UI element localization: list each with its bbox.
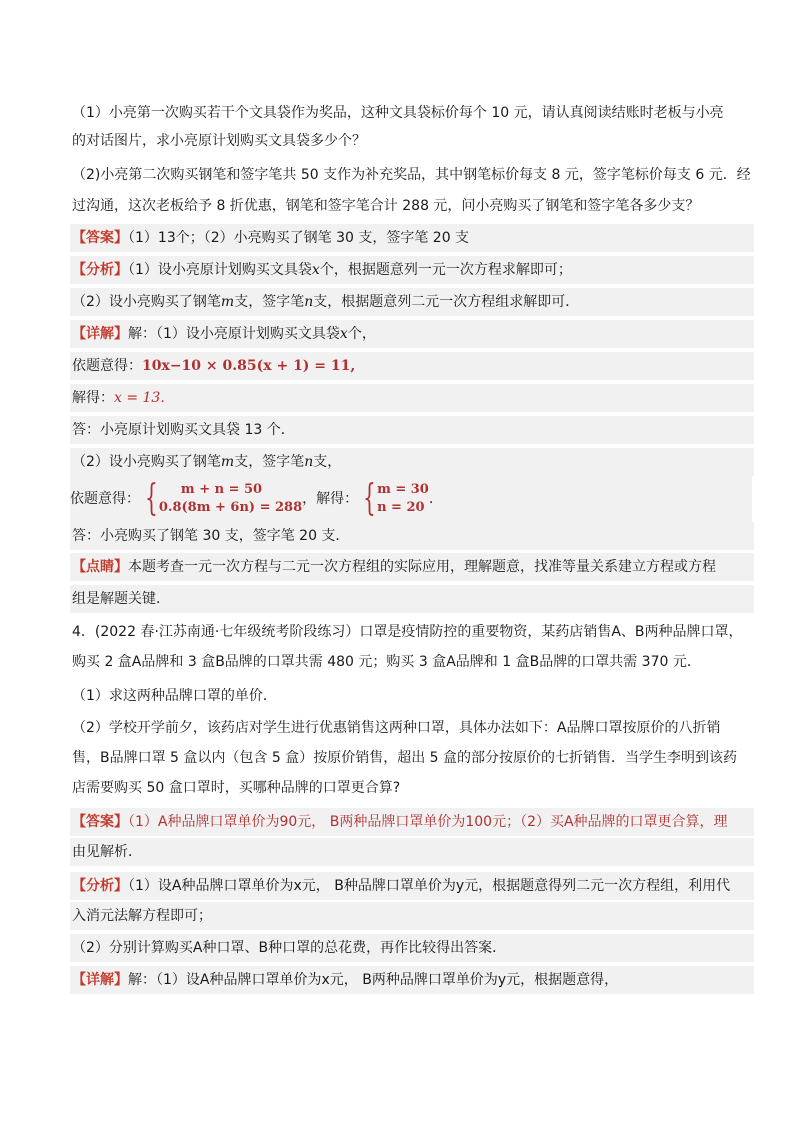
brace: { [145, 478, 158, 519]
detail-tag: 【详解】 [72, 972, 128, 988]
comment-line: 组是解题关键． [70, 585, 754, 613]
answer-line [70, 224, 754, 252]
equation: 10x−10 × 0.85(x + 1) = 11, [142, 358, 356, 374]
comment-line: 【点睛】本题考查一元一次方程与二元一次方程组的实际应用，理解题意，找准等量关系建立方程或方程 [70, 553, 754, 581]
answer-line [70, 808, 754, 836]
detail-line: 【详解】解：（1）设A种品牌口罩单价为x元， B两种品牌口罩单价为y元，根据题意得， [70, 966, 754, 994]
question-line: （1）小亮第一次购买若干个文具袋作为奖品，这种文具袋标价每个 10 元，请认真阅读结账时老板与小亮 [72, 105, 724, 121]
detail-line: （2）设小亮购买了钢笔m支，签字笔n支， [70, 448, 754, 476]
analysis-line: 【分析】（1）设A种品牌口罩单价为x元， B种品牌口罩单价为y元，根据题意得列二元一次方程组，利用代 [70, 872, 754, 900]
question-line: 过沟通，这次老板给予 8 折优惠，钢笔和签字笔合计 288 元，问小亮购买了钢笔和签字笔各多少支？ [72, 198, 700, 214]
analysis-line: （2）设小亮购买了钢笔m支，签字笔n支，根据题意列二元一次方程组求解即可． [70, 288, 754, 316]
analysis-tag: 【分析】 [72, 878, 128, 894]
equation-system: m + n = 50 0.8(8m + 6n) = 288 [158, 482, 303, 515]
question-line: 的对话图片，求小亮原计划购买文具袋多少个？ [72, 133, 366, 149]
solution-system: m = 30 n = 20 [377, 482, 429, 515]
question-line: （2）学校开学前夕，该药店对学生进行优惠销售这两种口罩，具体办法如下：A品牌口罩按原价的八折销 [72, 720, 721, 736]
question-line: 店需要购买 50 盒口罩时，买哪种品牌的口罩更合算? [72, 780, 401, 796]
question-line: （1）求这两种品牌口罩的单价． [72, 688, 277, 704]
question-line: （2)小亮第二次购买钢笔和签字笔共 50 支作为补充奖品，其中钢笔标价每支 8 元，签字笔标价每支 6 元．经 [72, 167, 751, 183]
answer-text: （1）A种品牌口罩单价为90元， B两种品牌口罩单价为100元；（2）买A种品牌的口罩更合算，理 [128, 814, 728, 830]
answer-sentence: 答：小亮原计划购买文具袋 13 个． [70, 416, 754, 444]
detail-tag: 【详解】 [72, 326, 128, 342]
comment-tag: 【点睛】 [72, 559, 128, 575]
analysis-line: 入消元法解方程即可； [70, 902, 754, 930]
brace: { [363, 478, 376, 519]
solution: x = 13. [114, 390, 165, 406]
answer-tag: 【答案】 [72, 814, 128, 830]
detail-line: 【详解】解：（1）设小亮原计划购买文具袋x个， [70, 320, 754, 348]
analysis-line: （2）分别计算购买A种口罩、B种口罩的总花费，再作比较得出答案． [70, 934, 754, 962]
equation-system-line: 依题意得： { m + n = 50 0.8(8m + 6n) = 288 ，解得： { m = 30 n = 20 . [70, 476, 752, 522]
analysis-line: 【分析】（1）设小亮原计划购买文具袋x个，根据题意列一元一次方程求解即可； [70, 256, 754, 284]
question-line: 4．(2022 春·江苏南通·七年级统考阶段练习）口罩是疫情防控的重要物资，某药店销售A、B两种品牌口罩， [72, 624, 743, 640]
answer-sentence: 答：小亮购买了钢笔 30 支，签字笔 20 支． [70, 522, 754, 550]
answer-tag: 【答案】 [72, 230, 128, 246]
answer-text: （1）13个；（2）小亮购买了钢笔 30 支，签字笔 20 支 [128, 230, 470, 246]
question-line: 售，B品牌口罩 5 盒以内（包含 5 盒）按原价销售，超出 5 盒的部分按原价的七折销售．当学生李明到该药 [72, 750, 738, 766]
question-line: 购买 2 盒A品牌和 3 盒B品牌的口罩共需 480 元；购买 3 盒A品牌和 1 盒B品牌的口罩共需 370 元． [72, 654, 701, 670]
equation-line: 依题意得：10x−10 × 0.85(x + 1) = 11, [70, 352, 754, 380]
solution-line: 解得：x = 13. [70, 384, 754, 412]
analysis-tag: 【分析】 [72, 262, 128, 278]
answer-line: 由见解析． [70, 838, 754, 866]
